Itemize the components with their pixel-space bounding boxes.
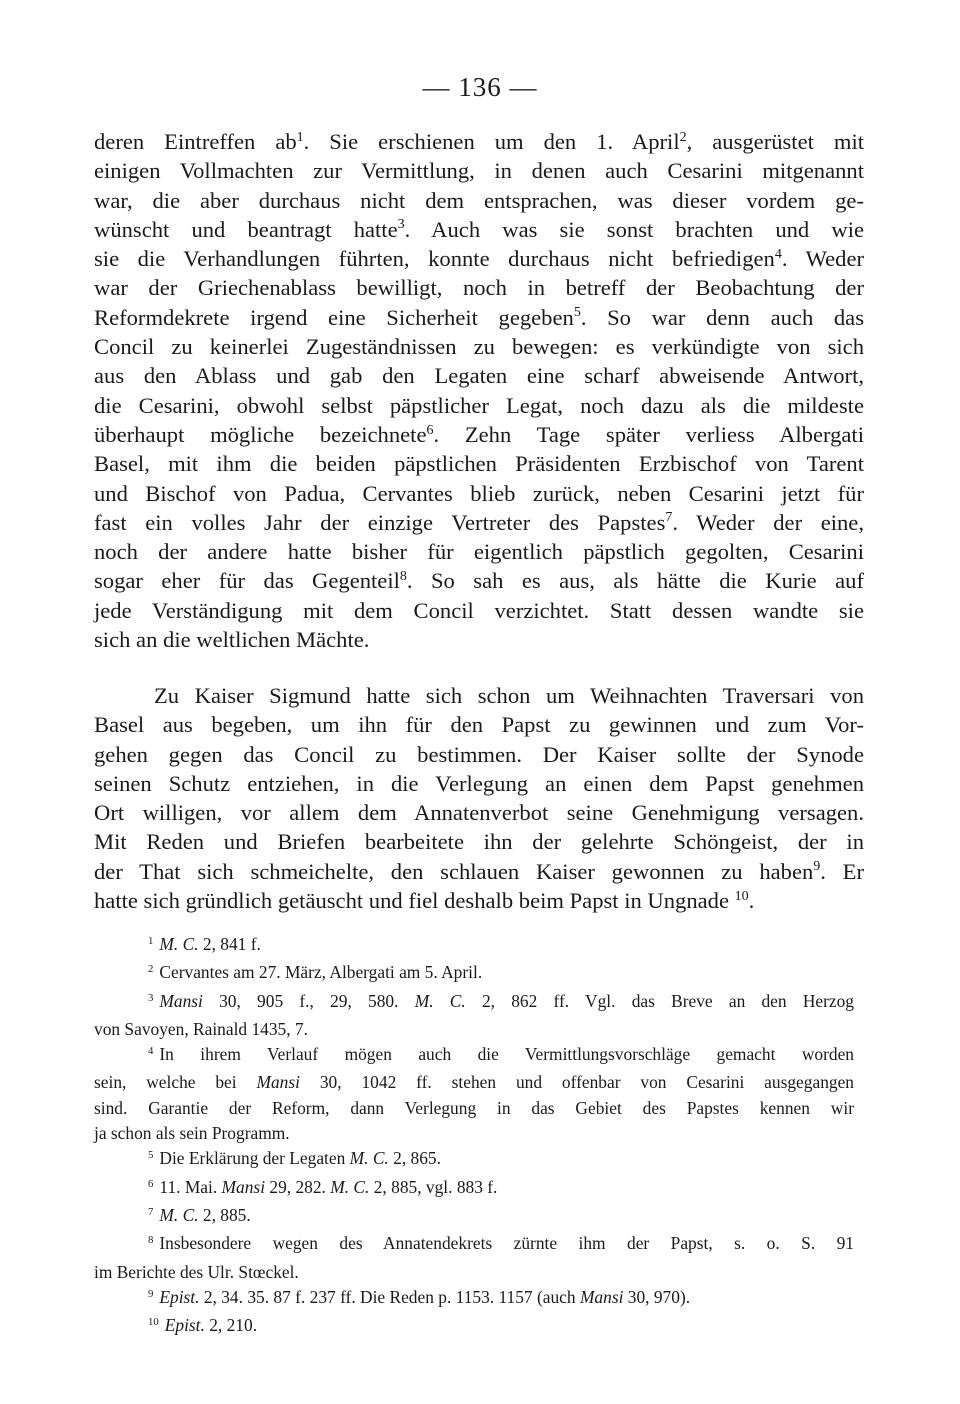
- text-run: ja schon als sein Programm.: [94, 1123, 290, 1144]
- footnote-ref: 4: [774, 246, 782, 262]
- text-run: . Sie erschienen um den 1. April: [303, 129, 680, 154]
- text-run: 30, 905 f., 29, 580.: [202, 990, 415, 1011]
- footnote-number: 2: [148, 963, 154, 976]
- paragraph-1: [94, 127, 864, 654]
- footnote-ref: 5: [573, 305, 581, 321]
- footnote-number: 3: [148, 991, 154, 1004]
- text-line: [94, 769, 864, 798]
- footnote-number: 1: [148, 935, 154, 948]
- citation-abbrev: M. C.: [159, 1204, 199, 1225]
- text-run: von Savoyen, Rainald 1435, 7.: [94, 1018, 308, 1039]
- text-run: 2, 885.: [198, 1204, 251, 1225]
- footnote-line: [94, 1096, 854, 1121]
- footnote-line: [94, 1070, 854, 1095]
- text-run: einigen Vollmachten zur Vermittlung, in denen auch Cesarini mitgenannt: [94, 158, 864, 184]
- text-run: war, die aber durchaus nicht dem entsprachen, was dieser vordem ge-: [94, 187, 864, 213]
- text-line: [94, 479, 864, 508]
- citation-abbrev: M. C.: [414, 990, 466, 1011]
- text-line: [94, 391, 864, 420]
- text-run: im Berichte des Ulr. Stœckel.: [94, 1261, 299, 1282]
- text-run: Basel aus begeben, um ihn für den Papst zu gewinnen und zum Vor-: [94, 712, 864, 738]
- text-run: sich an die weltlichen Mächte.: [94, 627, 370, 653]
- text-line: [94, 127, 864, 156]
- text-run: 2, 862 ff. Vgl. das Breve an den Herzog: [465, 990, 854, 1011]
- text-line: [94, 710, 864, 739]
- text-run: 29, 282.: [265, 1176, 331, 1197]
- text-line: [94, 740, 864, 769]
- text-run: 2, 34. 35. 87 f. 237 ff. Die Reden p. 1153. 1157 (auch: [199, 1286, 580, 1307]
- citation-abbrev: M. C.: [159, 934, 199, 954]
- text-line: [94, 566, 864, 595]
- text-run: der That sich schmeichelte, den schlauen Kaiser gewonnen zu haben: [94, 858, 814, 884]
- text-line: [94, 827, 864, 856]
- footnote-ref: 6: [426, 422, 434, 438]
- text-line: [94, 596, 864, 625]
- text-run: Insbesondere wegen des Annatendekrets zürnte ihm der Papst, s. o. S. 91: [159, 1233, 854, 1254]
- text-run: war der Griechenablass bewilligt, noch in betreff der Beobachtung der: [94, 275, 864, 301]
- citation-abbrev: M. C.: [330, 1176, 370, 1197]
- footnote-ref: 8: [399, 569, 407, 585]
- footnote-line: [94, 989, 854, 1017]
- text-run: seinen Schutz entziehen, in die Verlegung an einen dem Papst genehmen: [94, 770, 864, 796]
- text-line: [94, 244, 864, 273]
- text-line: [94, 273, 864, 302]
- text-run: die Cesarini, obwohl selbst päpstlicher Legat, noch dazu als die mildeste: [94, 392, 864, 418]
- text-run: Die Erklärung der Legaten: [159, 1148, 350, 1169]
- footnote-ref: 1: [296, 129, 304, 145]
- citation-abbrev: Epist.: [159, 1286, 200, 1307]
- text-line: [94, 537, 864, 566]
- citation-abbrev: Mansi: [579, 1286, 624, 1307]
- text-line: [94, 886, 864, 915]
- footnote-line: [94, 1285, 854, 1313]
- footnote-line: [94, 1042, 854, 1070]
- text-run: sein, welche bei: [94, 1072, 257, 1093]
- text-line: [94, 449, 864, 478]
- text-run: . Weder: [781, 246, 864, 272]
- footnote-number: 4: [148, 1045, 154, 1058]
- text-run: und Bischof von Padua, Cervantes blieb zurück, neben Cesarini jetzt für: [94, 480, 864, 506]
- text-line: [94, 857, 864, 886]
- text-run: 2, 841 f.: [198, 934, 261, 954]
- footnote-line: [94, 932, 854, 960]
- text-run: Reformdekrete irgend eine Sicherheit gegeben: [94, 304, 574, 330]
- text-line: [94, 625, 864, 654]
- footnote-number: 5: [148, 1149, 154, 1162]
- text-run: Mit Reden und Briefen bearbeitete ihn der gelehrte Schöngeist, der in: [94, 829, 864, 855]
- text-line: [94, 361, 864, 390]
- text-run: wünscht und beantragt hatte: [94, 216, 398, 242]
- text-run: noch der andere hatte bisher für eigentlich päpstlich gegolten, Cesarini: [94, 539, 864, 565]
- citation-abbrev: Mansi: [159, 990, 203, 1011]
- footnote-ref: 3: [397, 217, 405, 233]
- footnote-number: 9: [148, 1287, 154, 1300]
- citation-abbrev: Mansi: [256, 1072, 300, 1093]
- footnote-number: 6: [148, 1177, 154, 1190]
- paragraph-2: [94, 681, 864, 915]
- text-line: [94, 420, 864, 449]
- footnotes: [94, 932, 854, 1341]
- text-run: deren Eintreffen ab: [94, 129, 297, 154]
- text-run: überhaupt mögliche bezeichnete: [94, 421, 427, 447]
- footnote-number: 8: [148, 1234, 154, 1247]
- text-run: 30, 1042 ff. stehen und offenbar von Cesarini ausgegangen: [299, 1072, 854, 1093]
- text-run: hatte sich gründlich getäuscht und fiel deshalb beim Papst in Ungnade: [94, 888, 735, 914]
- text-line: [94, 681, 864, 710]
- text-line: [94, 186, 864, 215]
- text-line: [94, 303, 864, 332]
- text-run: sie die Verhandlungen führten, konnte durchaus nicht befriedigen: [94, 246, 775, 272]
- text-run: aus den Ablass und gab den Legaten eine scharf abweisende Antwort,: [94, 363, 864, 389]
- text-run: . So war denn auch das: [580, 304, 864, 330]
- text-run: Zu Kaiser Sigmund hatte sich schon um Weihnachten Traversari von: [154, 683, 864, 708]
- text-line: [94, 332, 864, 361]
- text-run: gehen gegen das Concil zu bestimmen. Der Kaiser sollte der Synode: [94, 741, 864, 767]
- text-line: [94, 156, 864, 185]
- footnote-line: [94, 1260, 854, 1285]
- text-run: . Zehn Tage später verliess Albergati: [433, 421, 864, 447]
- text-run: sogar eher für das Gegenteil: [94, 568, 400, 594]
- text-line: [94, 798, 864, 827]
- text-line: [94, 215, 864, 244]
- text-run: sind. Garantie der Reform, dann Verlegung in das Gebiet des Papstes kennen wir: [94, 1097, 854, 1118]
- citation-abbrev: Epist.: [164, 1315, 205, 1336]
- footnote-number: 7: [148, 1206, 154, 1219]
- text-line: [94, 508, 864, 537]
- footnote-number: 10: [148, 1316, 159, 1329]
- text-run: Cervantes am 27. März, Albergati am 5. April.: [159, 962, 483, 983]
- text-run: .: [748, 888, 755, 914]
- text-run: Ort willigen, vor allem dem Annatenverbot seine Genehmigung versagen.: [94, 800, 864, 826]
- text-run: . So sah es aus, als hätte die Kurie auf: [406, 568, 865, 594]
- text-run: Concil zu keinerlei Zugeständnissen zu bewegen: es verkündigte von sich: [94, 334, 864, 360]
- text-run: In ihrem Verlauf mögen auch die Vermittlungsvorschläge gemacht worden: [159, 1044, 854, 1065]
- footnote-line: [94, 1231, 854, 1259]
- footnote-ref: 7: [665, 510, 673, 526]
- text-run: Basel, mit ihm die beiden päpstlichen Präsidenten Erzbischof von Tarent: [94, 451, 864, 477]
- footnote-ref: 10: [734, 888, 749, 904]
- text-run: fast ein volles Jahr der einzige Vertreter des Papstes: [94, 509, 666, 535]
- text-run: , ausgerüstet mit: [686, 129, 865, 154]
- text-run: 11. Mai.: [159, 1176, 222, 1197]
- footnote-line: [94, 1203, 854, 1231]
- footnote-ref: 9: [813, 859, 821, 875]
- text-run: 2, 865.: [388, 1148, 441, 1169]
- page-number: — 136 —: [422, 72, 538, 102]
- footnote-line: [94, 1175, 854, 1203]
- footnote-line: [94, 1017, 854, 1042]
- text-run: . Auch was sie sonst brachten und wie: [404, 216, 865, 242]
- citation-abbrev: Mansi: [221, 1176, 266, 1197]
- text-run: 30, 970).: [623, 1286, 691, 1307]
- footnote-ref: 2: [679, 129, 687, 145]
- text-run: 2, 210.: [204, 1315, 258, 1336]
- text-run: 2, 885, vgl. 883 f.: [369, 1176, 498, 1197]
- citation-abbrev: M. C.: [349, 1148, 389, 1169]
- text-run: . Er: [820, 858, 864, 884]
- text-run: . Weder der eine,: [672, 509, 864, 535]
- footnote-line: [94, 1121, 854, 1146]
- footnote-line: [94, 1313, 854, 1341]
- footnote-line: [94, 960, 854, 988]
- text-run: jede Verständigung mit dem Concil verzichtet. Statt dessen wandte sie: [94, 597, 864, 623]
- footnote-line: [94, 1146, 854, 1174]
